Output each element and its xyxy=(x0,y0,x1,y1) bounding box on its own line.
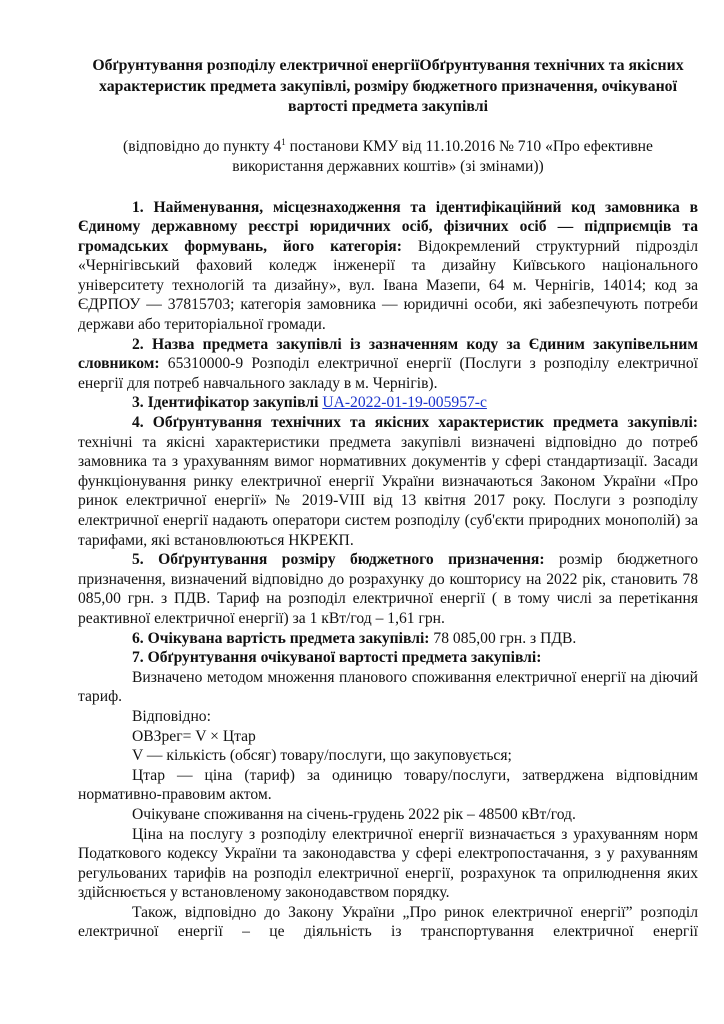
section-6 xyxy=(78,629,698,649)
section-7-heading: 7. Обґрунтування очікуваної вартості предмета закупівлі: xyxy=(132,649,542,667)
section-7 xyxy=(78,648,698,668)
section-1-heading: 1. Найменування, місцезнаходження та ідентифікаційний код замовника в Єдиному державному реєстрі юридичних осіб, фізичних осіб — підприємців та громадських формувань, його категорія: xyxy=(78,198,698,255)
section-6-text: 78 085,00 грн. з ПДВ. xyxy=(429,629,577,647)
document-title: Обґрунтування розподілу електричної енергіїОбґрунтування технічних та якісних характеристик предмета закупівлі, розміру бюджетного призначення, очікуваної вартості предмета закупівлі xyxy=(92,57,684,115)
section-5-heading: 5. Обґрунтування розміру бюджетного призначення: xyxy=(132,551,545,569)
subtitle-superscript: 1 xyxy=(281,136,286,147)
document-page xyxy=(78,56,698,942)
document-subtitle xyxy=(78,137,698,178)
section-3-heading: 3. Ідентифікатор закупівлі xyxy=(132,394,319,412)
section-4-heading: 4. Обґрунтування технічних та якісних характеристик предмета закупівлі: xyxy=(132,414,698,432)
section-2 xyxy=(78,335,698,394)
section-2-heading: 2. Назва предмета закупівлі із зазначенням коду за Єдиним закупівельним словником: xyxy=(78,335,698,373)
expected-consumption: Очікуване споживання на січень-грудень 2022 рік – 48500 кВт/год. xyxy=(132,805,576,823)
section-2-text: 65310000-9 Розподіл електричної енергії (Послуги з розподілу електричної енергії для потреб навчального закладу в м. Чернігів). xyxy=(78,355,698,392)
formula: ОВЗрег= V × Цтар xyxy=(132,727,256,745)
section-7-paragraph: Відповідно: xyxy=(132,707,211,725)
subtitle-text: (відповідно до пункту 4 xyxy=(123,137,282,155)
section-7-paragraph: Визначено методом множення планового споживання електричної енергії на діючий тариф. xyxy=(78,668,698,706)
section-1-text: Відокремлений структурний підрозділ «Чернігівський фаховий коледж інженерії та дизайну Київського національного університету технологій та дизайну», вул. Івана Мазепи, 64 м. Чернігів, 14014; код за ЄДРПОУ — 37815703; категорія замовника — юридичні особи, які забезпечують потреби держави або територіальної громади. xyxy=(78,237,698,334)
section-6-heading: 6. Очікувана вартість предмета закупівлі: xyxy=(132,629,430,647)
section-4 xyxy=(78,413,698,550)
section-4-text: технічні та якісні характеристики предмета закупівлі визначені відповідно до потреб замовника та з урахуванням вимог нормативних документів у сфері стандартизації. Засади функціонування ринку електричної енергії України визначаються Законом України «Про ринок електричної енергії» № 2019-VIII від 13 квітня 2017 року. Послуги з розподілу електричної енергії надають оператори систем розподілу (суб'єкти природних монополій) за тарифами, які встановлюються НКРЕКП. xyxy=(78,433,698,549)
formula-definition-price: Цтар — ціна (тариф) за одиницю товару/послуги, затверджена відповідним нормативно-правовим актом. xyxy=(78,766,698,804)
section-1 xyxy=(78,198,698,335)
subtitle-text-rest: постанови КМУ від 11.10.2016 № 710 «Про ефективне використання державних коштів» (зі змінами)) xyxy=(232,137,653,175)
formula-definition-v: V — кількість (обсяг) товару/послуги, що закуповується; xyxy=(132,747,512,765)
procurement-id-link[interactable]: UA-2022-01-19-005957-c xyxy=(322,394,487,412)
section-3 xyxy=(78,393,698,413)
section-5-text: розмір бюджетного призначення, визначений відповідно до розрахунку до кошторису на 2022 рік, становить 78 085,00 грн. з ПДВ. Тариф на розподіл електричної енергії ( в тому числі за перетікання реактивної електричної енергії) за 1 кВт/год – 1,61 грн. xyxy=(78,551,699,627)
section-5 xyxy=(78,550,698,628)
section-7-paragraph: Ціна на послугу з розподілу електричної енергії визначається з урахуванням норм Податкового кодексу України та законодавства у сфері електропостачання, з у рахуванням регульованих тарифів на розподіл електричної енергії, розрахунок та оприлюднення яких здійснюється у встановленому законодавством порядку. xyxy=(78,825,698,902)
section-7-paragraph: Також, відповідно до Закону України „Про ринок електричної енергії” розподіл електричної енергії – це діяльність із транспортування електричної енергії xyxy=(78,903,698,941)
